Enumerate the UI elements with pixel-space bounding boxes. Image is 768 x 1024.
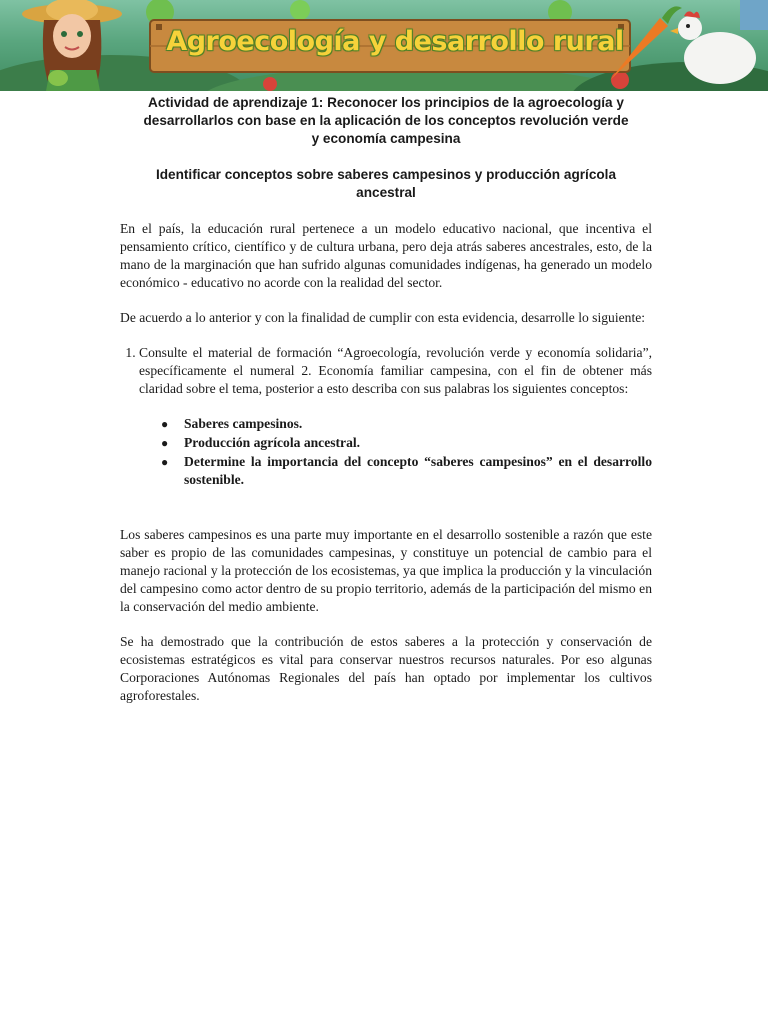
list-item — [163, 434, 652, 452]
header-banner — [0, 0, 768, 91]
intro-paragraph: En el país, la educación rural pertenece a un modelo educativo nacional, que incentiva el pensamiento crítico, científico y de cultura urbana, pero deja atrás saberes ancestrales, esto, de la mano de la marginación que han sufrido algunas comunidades indígenas, ha generado un modelo económico - educativo no acorde con la realidad del sector. — [120, 221, 652, 290]
answer-paragraph-2: Se ha demostrado que la contribución de estos saberes a la protección y conservación de ecosistemas estratégicos es vital para conservar nuestros recursos naturales. Por eso algunas Corporaciones Autónomas Regionales del país han optado por implementar los cultivos agroforestales. — [120, 634, 652, 703]
concept-label: Producción agrícola ancestral. — [184, 435, 361, 450]
document-title: Actividad de aprendizaje 1: Reconocer los principios de la agroecología y desarrollarlos con base en la aplicación de los conceptos revolución verde y economía campesina — [143, 95, 629, 146]
concept-label: Saberes campesinos. — [184, 416, 303, 431]
bullet-icon: ● — [161, 455, 169, 469]
concept-label: Determine la importancia del concepto “saberes campesinos” en el desarrollo sostenible. — [184, 454, 652, 487]
bullet-icon: ● — [161, 436, 169, 450]
steps-list — [120, 344, 652, 398]
list-item: 1. Consulte el material de formación “Agroecología, revolución verde y economía solidaria”, específicamente el numeral 2. Economía familiar campesina, con el fin de obtener más claridad sobre el tema, posterior a esto describa con sus palabras los siguientes conceptos: — [139, 344, 652, 398]
banner-title: Agroecología y desarrollo rural — [166, 26, 624, 57]
list-item — [163, 453, 652, 489]
concepts-list — [120, 415, 652, 489]
document-subtitle: Identificar conceptos sobre saberes campesinos y producción agrícola ancestral — [155, 167, 617, 200]
document-body — [120, 94, 652, 705]
answer-paragraph-1: Los saberes campesinos es una parte muy importante en el desarrollo sostenible a razón que este saber es propio de las comunidades campesinas, y constituye un potencial de cambio para el manejo racional y la protección de los ecosistemas, ya que implica la producción y la vinculación del campesino como actor dentro de su propio territorio, además de la participación del mismo en la conservación del medio ambiente. — [120, 527, 652, 614]
instruction-paragraph: De acuerdo a lo anterior y con la finalidad de cumplir con esta evidencia, desarrolle lo siguiente: — [120, 310, 646, 325]
bullet-icon: ● — [161, 417, 169, 431]
list-item — [163, 415, 652, 433]
